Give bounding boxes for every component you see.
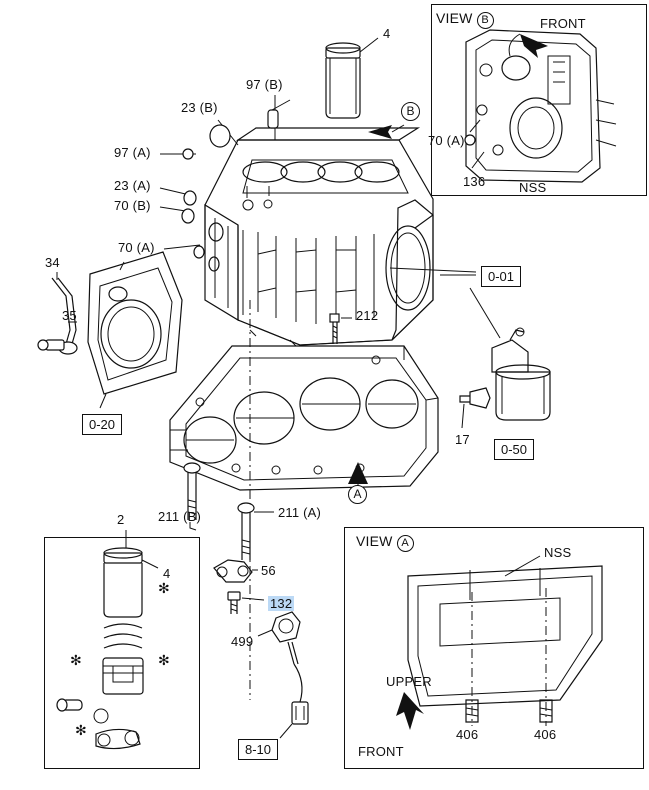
view-a-panel [344, 527, 644, 769]
asterisk-mark-2: ✻ [70, 652, 82, 668]
lower-crankcase [170, 346, 438, 490]
callout-211b: 211 (B) [158, 509, 202, 524]
callout-34: 34 [45, 255, 60, 270]
callout-35: 35 [62, 308, 77, 323]
asterisk-mark-4: ✻ [75, 722, 87, 738]
ref-8-10[interactable]: 8-10 [238, 739, 278, 760]
view-a-title: VIEW A [356, 533, 414, 552]
callout-70a-viewb: 70 (A) [428, 133, 465, 148]
callout-97a: 97 (A) [114, 145, 151, 160]
callout-front-viewa: FRONT [358, 744, 404, 759]
callout-70a: 70 (A) [118, 240, 155, 255]
callout-56: 56 [261, 563, 276, 578]
ref-0-50[interactable]: 0-50 [494, 439, 534, 460]
oil-filter-assembly-right [460, 328, 550, 420]
mark-b-icon: B [401, 102, 420, 121]
callout-upper: UPPER [386, 674, 432, 689]
cylinder-block-upper [205, 128, 433, 346]
callout-17: 17 [455, 432, 470, 447]
callout-4-inset: 4 [163, 566, 171, 581]
ref-0-01[interactable]: 0-01 [481, 266, 521, 287]
bolt-212 [330, 314, 339, 344]
callout-23b: 23 (B) [181, 100, 218, 115]
rear-plate-assembly [88, 252, 182, 394]
ref-0-20[interactable]: 0-20 [82, 414, 122, 435]
asterisk-mark-1: ✻ [158, 580, 170, 596]
bolt-211a [238, 503, 254, 560]
callout-97b: 97 (B) [246, 77, 283, 92]
mark-a-icon: A [348, 485, 367, 504]
callout-nss-viewb: NSS [519, 180, 547, 195]
callout-front-viewb: FRONT [540, 16, 586, 31]
piston-inset-panel [44, 537, 200, 769]
callout-136: 136 [463, 174, 486, 189]
callout-406-left: 406 [456, 727, 479, 742]
view-b-panel [431, 4, 647, 196]
callout-406-right: 406 [534, 727, 557, 742]
view-b-mark: B [477, 12, 494, 29]
bolt-132 [228, 592, 240, 614]
view-a-mark: A [397, 535, 414, 552]
oil-filter-top [326, 43, 360, 118]
sensor-499 [272, 612, 308, 724]
view-b-title: VIEW B [436, 10, 494, 29]
callout-211a: 211 (A) [278, 505, 322, 520]
bracket-56 [214, 560, 252, 582]
callout-4-top: 4 [383, 26, 391, 41]
callout-2: 2 [117, 512, 125, 527]
callout-70b: 70 (B) [114, 198, 151, 213]
small-fasteners-left [170, 110, 278, 258]
callout-499: 499 [231, 634, 254, 649]
asterisk-mark-3: ✻ [158, 652, 170, 668]
callout-23a: 23 (A) [114, 178, 151, 193]
callout-132: 132 [270, 596, 293, 611]
callout-nss-viewa: NSS [544, 545, 572, 560]
callout-212: 212 [356, 308, 379, 323]
